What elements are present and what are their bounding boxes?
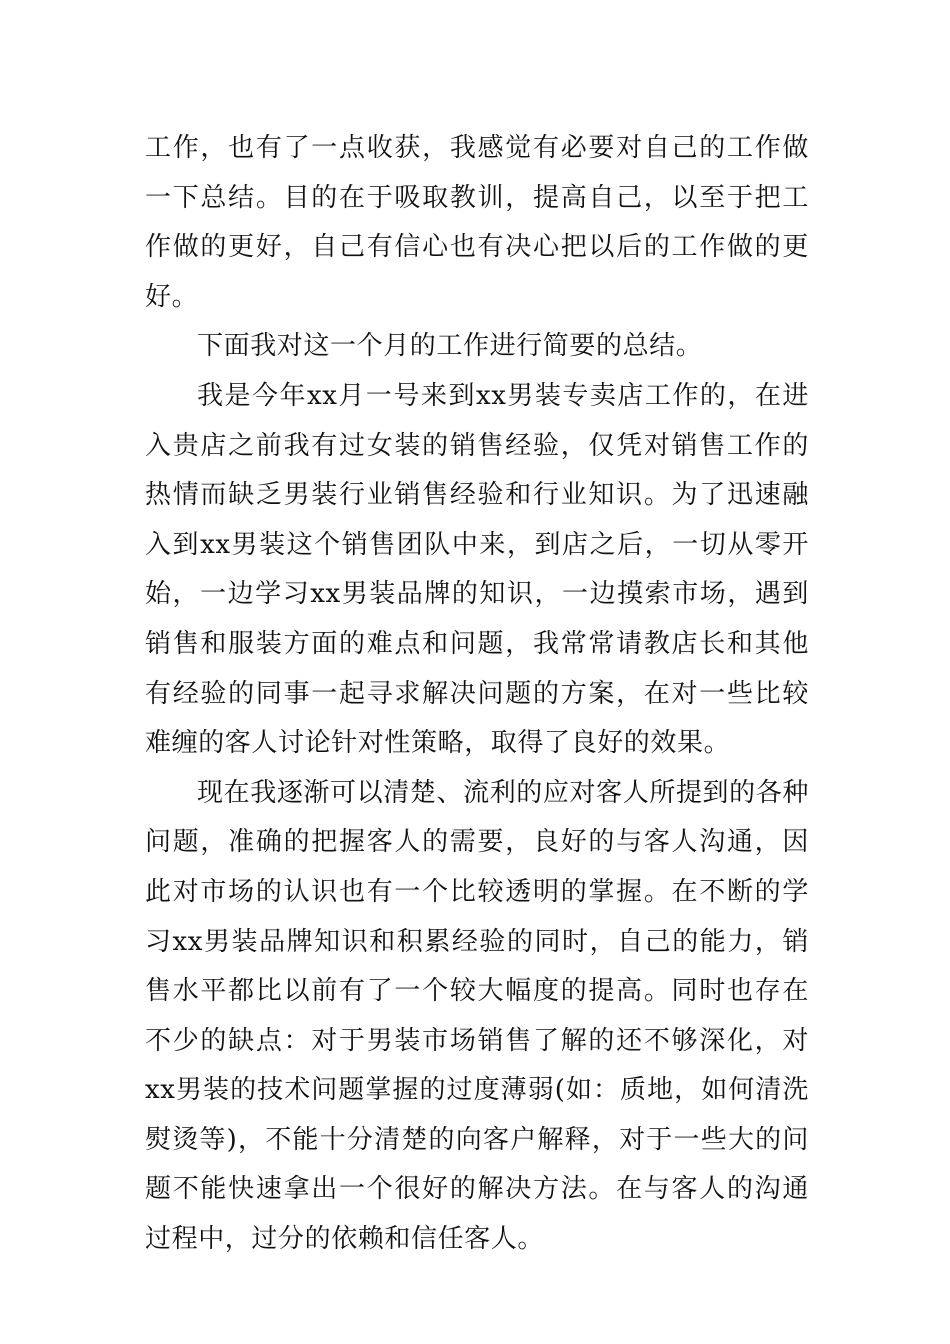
paragraph-continuation: 工作，也有了一点收获，我感觉有必要对自己的工作做一下总结。目的在于吸取教训，提高自己，以至于把工作做的更好，自己有信心也有决心把以后的工作做的更好。 — [145, 133, 809, 312]
paragraph-summary-intro: 下面我对这一个月的工作进行简要的总结。 — [197, 331, 703, 362]
paragraph-progress-and-shortcomings: 现在我逐渐可以清楚、流利的应对客人所提到的各种问题，准确的把握客人的需要，良好的与客人沟通，因此对市场的认识也有一个比较透明的掌握。在不断的学习xx男装品牌知识和积累经验的同时，自己的能力，销售水平都比以前有了一个较大幅度的提高。同时也存在不少的缺点：对于男装市场销售了解的还不够深化，对xx男装的技术问题掌握的过度薄弱(如：质地，如何清洗熨烫等)，不能十分清楚的向客户解释，对于一些大的问题不能快速拿出一个很好的解决方法。在与客人的沟通过程中，过分的依赖和信任客人。 — [145, 777, 809, 1255]
paragraph-background: 我是今年xx月一号来到xx男装专卖店工作的，在进入贵店之前我有过女装的销售经验，仅凭对销售工作的热情而缺乏男装行业销售经验和行业知识。为了迅速融入到xx男装这个销售团队中来，到店之后，一切从零开始，一边学习xx男装品牌的知识，一边摸索市场，遇到销售和服装方面的难点和问题，我常常请教店长和其他有经验的同事一起寻求解决问题的方案，在对一些比较难缠的客人讨论针对性策略，取得了良好的效果。 — [145, 380, 809, 759]
document-body — [145, 124, 809, 1265]
